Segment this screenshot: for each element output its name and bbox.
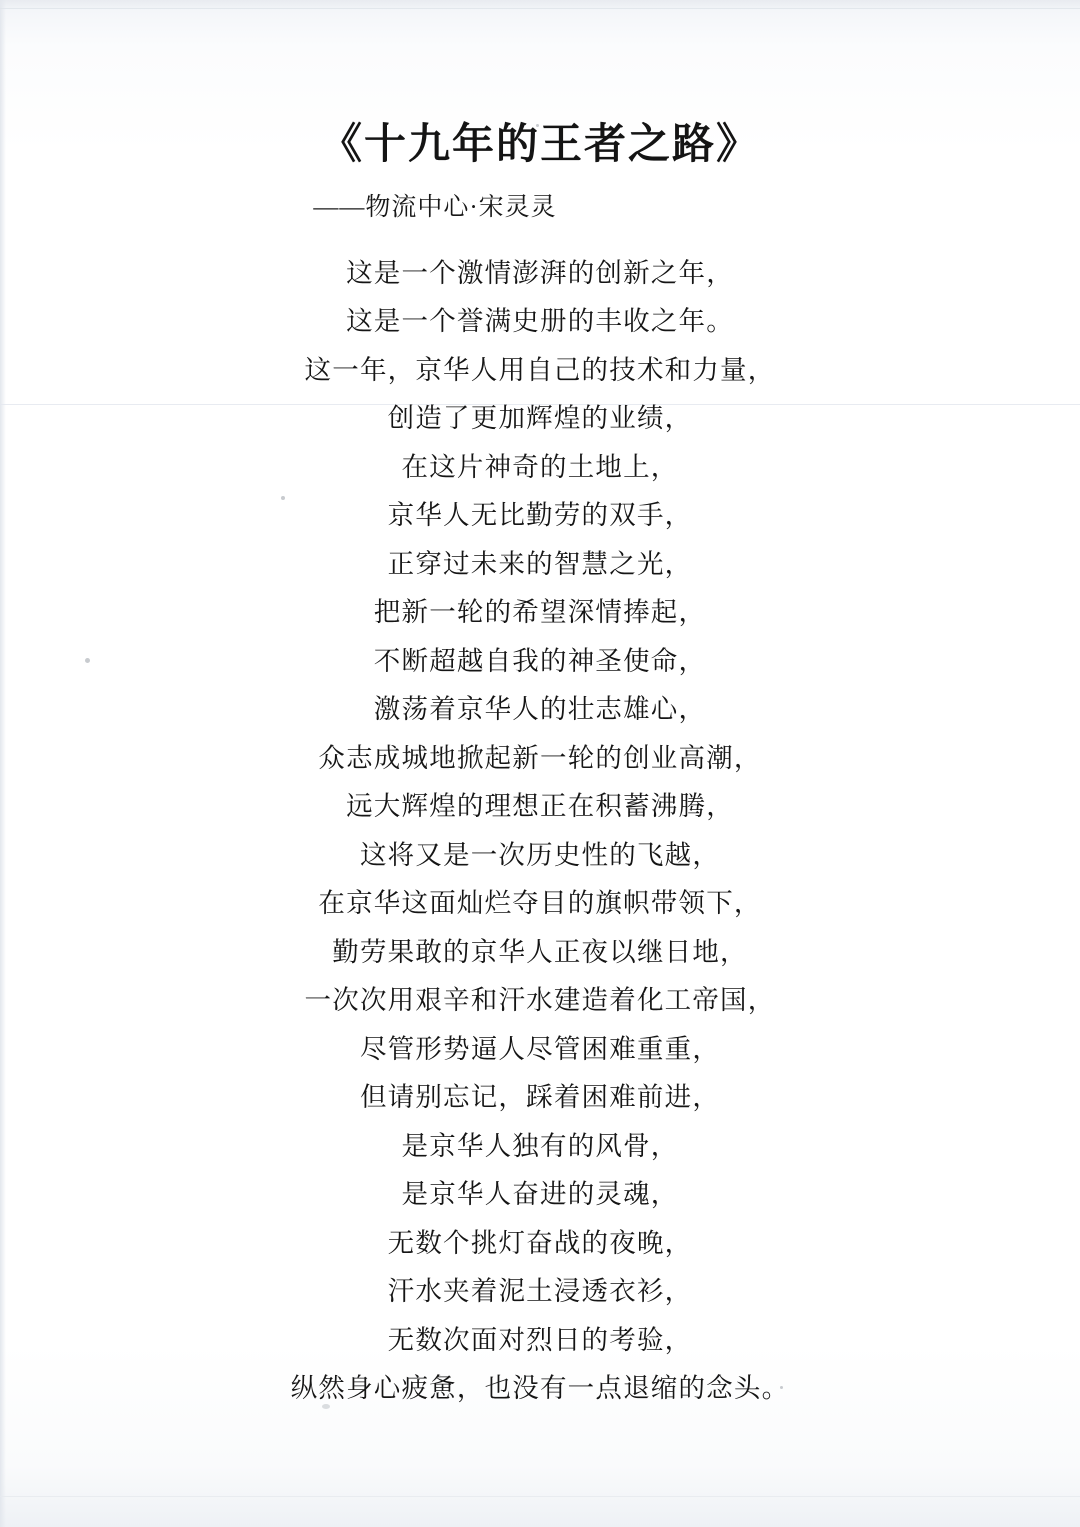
poem-line: 在这片神奇的土地上，: [401, 451, 679, 482]
poem-line: 是京华人独有的风骨，: [401, 1130, 679, 1161]
poem-line: 尽管形势逼人尽管困难重重，: [359, 1033, 721, 1064]
poem-line: 在京华这面灿烂夺目的旗帜带领下，: [318, 888, 762, 919]
poem-line: 把新一轮的希望深情捧起，: [373, 597, 707, 628]
poem-line: 纵然身心疲惫，也没有一点退缩的念头。: [290, 1373, 790, 1404]
poem-line: 远大辉煌的理想正在积蓄沸腾，: [346, 791, 734, 822]
poem-line: 是京华人奋进的灵魂，: [401, 1179, 679, 1210]
poem-line: 创造了更加辉煌的业绩，: [387, 403, 693, 434]
byline: ——物流中心·宋灵灵: [313, 193, 557, 221]
poem-line: 但请别忘记，踩着困难前进，: [359, 1082, 721, 1113]
poem-line: 京华人无比勤劳的双手，: [387, 500, 693, 531]
poem-line: 正穿过未来的智慧之光，: [387, 548, 693, 579]
page-title: 《十九年的王者之路》: [319, 122, 760, 168]
poem-line: 这将又是一次历史性的飞越，: [359, 839, 721, 870]
poem-line: 众志成城地掀起新一轮的创业高潮，: [318, 742, 762, 773]
poem-line: 无数个挑灯奋战的夜晚，: [387, 1227, 693, 1258]
poem-line: 这一年，京华人用自己的技术和力量，: [304, 354, 776, 385]
poem-line: 汗水夹着泥土浸透衣衫，: [387, 1276, 693, 1307]
poem-line: 这是一个誉满史册的丰收之年。: [346, 306, 734, 337]
poem-text: [0, 249, 1080, 1413]
poem-line: 勤劳果敢的京华人正夜以继日地，: [332, 936, 748, 967]
poem-line: 激荡着京华人的壮志雄心，: [373, 694, 707, 725]
poem-line: 无数次面对烈日的考验，: [387, 1324, 693, 1355]
poem-line: 不断超越自我的神圣使命，: [373, 645, 707, 676]
poem-line: 这是一个激情澎湃的创新之年，: [346, 257, 734, 288]
poem-line: 一次次用艰辛和汗水建造着化工帝国，: [304, 985, 776, 1016]
scan-line-bottom: [0, 1496, 1080, 1497]
